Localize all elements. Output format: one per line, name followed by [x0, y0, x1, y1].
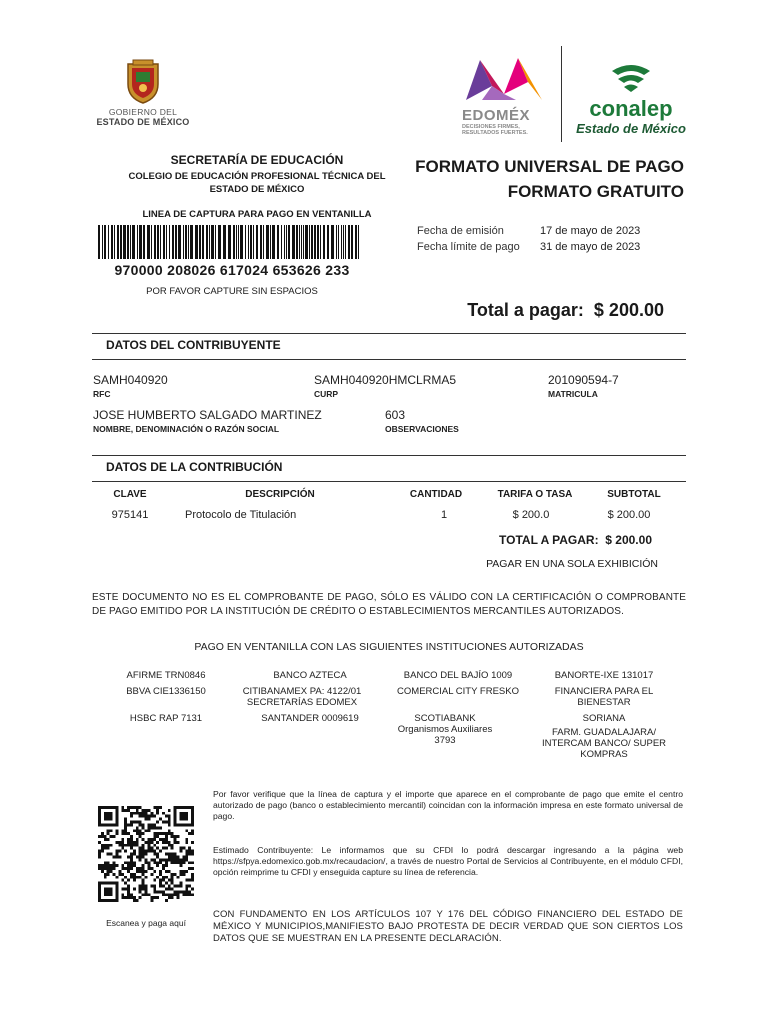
total-table-label: TOTAL A PAGAR:	[499, 533, 599, 547]
bank-item: BBVA CIE1336150	[126, 686, 206, 697]
qr-code-icon[interactable]	[98, 806, 194, 902]
curp-value: SAMH040920HMCLRMA5	[314, 373, 457, 387]
bank-item: HSBC RAP 7131	[129, 713, 203, 724]
logo-divider	[561, 46, 562, 142]
fecha-limite-label: Fecha límite de pago	[417, 241, 520, 253]
col-header-cantidad: CANTIDAD	[409, 489, 463, 500]
conalep-mark-icon	[608, 63, 654, 93]
bank-item: FINANCIERA PARA EL BIENESTAR	[554, 686, 654, 708]
verifique-note: Por favor verifique que la línea de captura y el importe que aparece en el comprobante de pago que emite el centro autorizado de pago (banco o establecimiento mercantil) coincidan con la información impresa en este formato universal de pago.	[213, 789, 683, 821]
divider	[92, 481, 686, 482]
instituciones-title: PAGO EN VENTANILLA CON LAS SIGUIENTES INSTITUCIONES AUTORIZADAS	[194, 641, 584, 653]
bank-item: SORIANA	[582, 713, 626, 724]
nombre-label: NOMBRE, DENOMINACIÓN O RAZÓN SOCIAL	[93, 424, 280, 434]
fecha-limite-value: 31 de mayo de 2023	[540, 241, 641, 253]
conalep-subtitle: Estado de México	[576, 121, 686, 136]
formato-line1: FORMATO UNIVERSAL DE PAGO	[415, 157, 684, 176]
edomex-tagline-1: DECISIONES FIRMES,	[462, 124, 520, 130]
formato-line2: FORMATO GRATUITO	[507, 182, 684, 201]
linea-captura-number: 970000 208026 617024 653626 233	[114, 262, 350, 278]
observaciones-value: 603	[385, 408, 406, 422]
bank-item: FARM. GUADALAJARA/ INTERCAM BANCO/ SUPER KOMPRAS	[541, 727, 667, 760]
fecha-emision-label: Fecha de emisión	[417, 225, 504, 237]
col-header-clave: CLAVE	[113, 489, 147, 500]
divider	[92, 333, 686, 334]
bank-item: COMERCIAL CITY FRESKO	[397, 686, 519, 697]
colegio-line2: ESTADO DE MÉXICO	[209, 184, 305, 195]
linea-captura-label: LINEA DE CAPTURA PARA PAGO EN VENTANILLA	[142, 209, 372, 220]
observaciones-label: OBSERVACIONES	[385, 424, 459, 434]
section-title-contribucion: DATOS DE LA CONTRIBUCIÓN	[106, 460, 283, 474]
escanea-label: Escanea y paga aquí	[106, 918, 186, 928]
bank-item: AFIRME TRN0846	[126, 670, 206, 681]
conalep-wordmark: conalep	[589, 96, 673, 121]
nombre-value: JOSE HUMBERTO SALGADO MARTINEZ	[93, 408, 322, 422]
divider	[92, 359, 686, 360]
fecha-emision-value: 17 de mayo de 2023	[540, 225, 641, 237]
colegio-name	[82, 170, 432, 196]
section-title-contribuyente: DATOS DEL CONTRIBUYENTE	[106, 338, 281, 352]
secretaria-title: SECRETARÍA DE EDUCACIÓN	[170, 153, 344, 167]
matricula-label: MATRICULA	[548, 389, 598, 399]
rfc-value: SAMH040920	[93, 373, 168, 387]
divider	[92, 455, 686, 456]
matricula-value: 201090594-7	[548, 373, 619, 387]
cell-tarifa: $ 200.0	[512, 509, 550, 521]
edomex-mark-icon	[462, 56, 546, 102]
sin-espacios-note: POR FAVOR CAPTURE SIN ESPACIOS	[146, 286, 318, 297]
col-header-descripcion: DESCRIPCIÓN	[245, 489, 315, 500]
disclaimer: ESTE DOCUMENTO NO ES EL COMPROBANTE DE PAGO, SÓLO ES VÁLIDO CON LA CERTIFICACIÓN O COMPROBANTE DE PAGO EMITIDO POR LA INSTITUCIÓN DE CRÉDITO O ESTABLECIMIENTOS MERCANTILES AUTORIZADOS.	[92, 592, 686, 617]
bank-item: BANCO DEL BAJÍO 1009	[403, 670, 513, 681]
sola-exhibicion: PAGAR EN UNA SOLA EXHIBICIÓN	[486, 558, 658, 570]
total-table-value: $ 200.00	[605, 533, 652, 547]
cell-descripcion: Protocolo de Titulación	[185, 509, 297, 521]
fundamento-note: CON FUNDAMENTO EN LOS ARTÍCULOS 107 Y 176 DEL CÓDIGO FINANCIERO DEL ESTADO DE MÉXICO Y MUNICIPIOS,MANIFIESTO BAJO PROTESTA DE DECIR VERDAD QUE SON CIERTOS LOS DATOS QUE SE MUESTRAN EN LA PRESENTE DECLARACIÓN.	[213, 909, 683, 944]
formato-title	[402, 154, 684, 204]
bank-item: CITIBANAMEX PA: 4122/01 SECRETARÍAS EDOMEX	[242, 686, 362, 708]
gobierno-line1: GOBIERNO DEL	[108, 107, 178, 117]
colegio-line1: COLEGIO DE EDUCACIÓN PROFESIONAL TÉCNICA DEL	[128, 171, 386, 182]
bank-item: SCOTIABANK Organismos Auxiliares 3793	[397, 713, 493, 746]
total-a-pagar-table	[470, 533, 652, 547]
edomex-tagline-2: RESULTADOS FUERTES.	[462, 130, 528, 136]
bank-item: BANCO AZTECA	[273, 670, 347, 681]
cell-cantidad: 1	[440, 509, 448, 521]
col-header-tarifa: TARIFA O TASA	[497, 489, 573, 500]
edomex-wordmark: EDOMÉX	[462, 107, 531, 124]
total-value: $ 200.00	[593, 300, 664, 320]
rfc-label: RFC	[93, 389, 111, 399]
coat-of-arms-icon	[124, 58, 162, 104]
curp-label: CURP	[314, 389, 339, 399]
total-a-pagar	[402, 300, 664, 321]
estimado-note: Estimado Contribuyente: Le informamos que su CFDI lo podrá descargar ingresando a la página web https://sfpya.edomexico.gob.mx/recaudacion/, a través de nuestro Portal de Servicios al Contribuyente, en el módulo CFDI, opción reimprime tu CFDI y enseguida capture su línea de referencia.	[213, 845, 683, 877]
bank-item: SANTANDER 0009619	[261, 713, 359, 724]
cell-subtotal: $ 200.00	[607, 509, 651, 521]
gobierno-logo	[88, 58, 198, 127]
edomex-logo	[462, 56, 552, 136]
cell-clave: 975141	[111, 509, 149, 521]
total-label: Total a pagar:	[467, 300, 584, 320]
gobierno-line2: ESTADO DE MÉXICO	[96, 117, 190, 127]
conalep-logo	[566, 63, 696, 136]
barcode	[98, 225, 362, 259]
col-header-subtotal: SUBTOTAL	[607, 489, 661, 500]
bank-item: BANORTE-IXE 131017	[554, 670, 654, 681]
